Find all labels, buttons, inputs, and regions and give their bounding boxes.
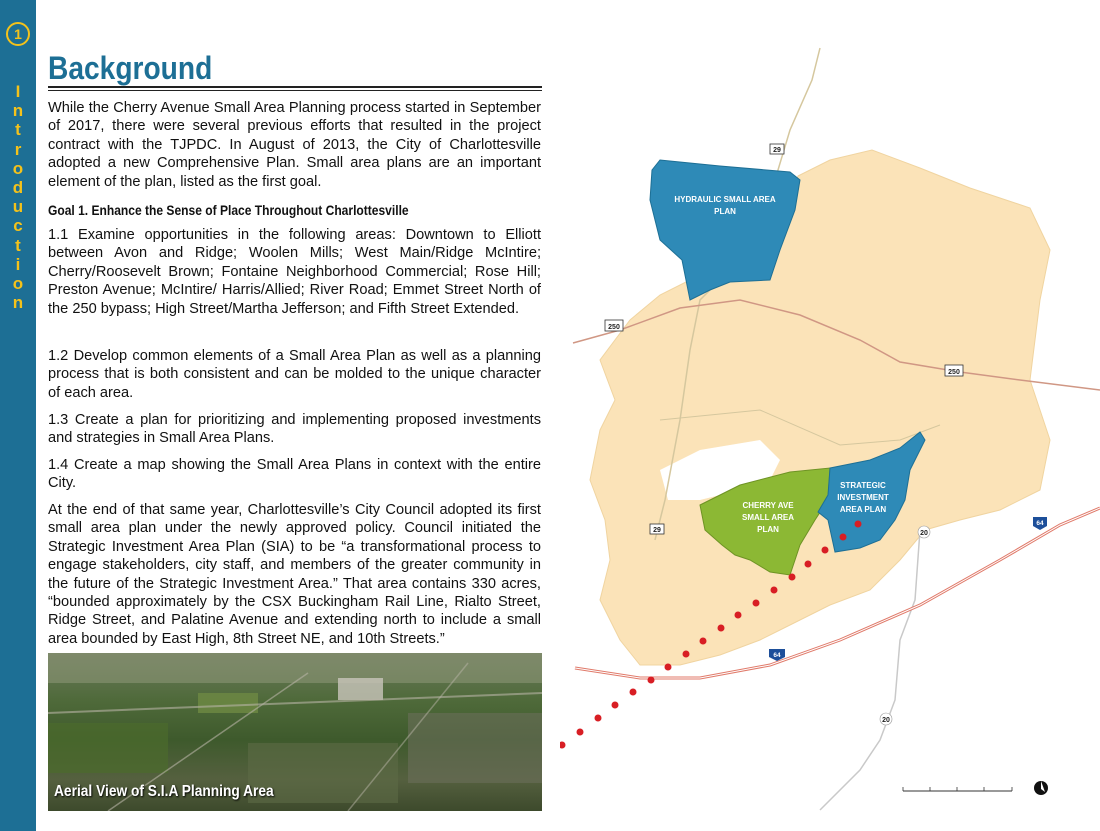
section-sidebar [0,0,36,831]
us-250-shield-left: 250 [608,324,620,331]
sidebar-letter: u [12,197,24,217]
goal-heading: Goal 1. Enhance the Sense of Place Throughout Charlottesville [48,202,409,218]
intro-paragraph: While the Cherry Avenue Small Area Planning process started in September of 2017, there were several previous efforts that resulted in the project contract with the TJPDC. In August of 2013, the City of Charlottesville adopted a new Comprehensive Plan. Small area plans are an important element of the plan, listed as the first goal. [48,100,541,190]
aerial-photo [48,653,542,811]
page-title: Background [48,50,213,86]
scale-bar [903,787,1012,791]
hydraulic-label-line1: HYDRAULIC SMALL AREA [674,195,776,204]
strategic-label-line1: STRATEGIC [840,481,886,490]
cherry-label-line3: PLAN [757,525,779,534]
route-29-shield-top: 29 [773,147,781,154]
north-arrow-icon [1034,781,1048,795]
sidebar-letter: c [13,216,23,236]
sidebar-letter: n [12,101,24,121]
sidebar-letter: i [15,254,21,274]
sidebar-letter: o [12,274,24,294]
us-250-shield-right: 250 [948,369,960,376]
goal-item-1-3: 1.3 Create a plan for prioritizing and implementing proposed investments and strategies in Small Area Plans. [48,412,541,447]
sidebar-letter: n [12,293,24,313]
cherry-label-line2: SMALL AREA [742,513,794,522]
title-divider [48,86,542,88]
chapter-number-badge: 1 [6,22,30,46]
hydraulic-label-line2: PLAN [714,207,736,216]
route-29-shield-bottom: 29 [653,527,661,534]
cherry-label-line1: CHERRY AVE [742,501,794,510]
strategic-label-line3: AREA PLAN [839,505,887,514]
photo-caption: Aerial View of S.I.A Planning Area [54,783,274,800]
interstate-64-shield-right: 64 [1036,520,1044,527]
sidebar-letter: I [15,82,21,101]
title-divider-thin [48,90,542,91]
interstate-64-shield-bottom: 64 [773,652,781,659]
route-20-shield-top: 20 [920,530,928,537]
closing-paragraph: At the end of that same year, Charlottesville’s City Council adopted its first small area plan under the newly approved policy. Council initiated the Strategic Investment Area Plan (SIA) to be “a transformational process to engage stakeholders, city staff, and members of the greater community in the future of the Strategic Investment Area.” That area contains 330 acres, “bounded approximately by the CSX Buckingham Rail Line, Rialto Street, Ridge Street, and Palatine Avenue and extending north to include a small area bounded by East High, 8th Street NE, and 10th Streets.” [48,502,541,647]
small-area-plans-map [560,40,1100,831]
sidebar-letter: o [12,158,24,178]
goal-item-1-1: 1.1 Examine opportunities in the following areas: Downtown to Elliott between Avon and Ridge; Woolen Mills; West Main/Ridge McIntire; Cherry/Roosevelt Brown; Fontaine Neighborhood Commercial; Rose Hill; Preston Avenue; McIntire/ Harris/Allied; River Road; Emmet Street North of the 250 bypass; High Street/Martha Jefferson; and Fifth Street Extended. [48,227,541,317]
route-20-shield-bottom: 20 [882,717,890,724]
sidebar-letter: t [15,235,21,255]
strategic-label-line2: INVESTMENT [837,493,889,502]
goal-item-1-2: 1.2 Develop common elements of a Small Area Plan as well as a planning process that is both consistent and can be molded to the unique character of each area. [48,348,541,401]
sidebar-letter: d [12,178,24,198]
section-name-vertical [0,82,36,312]
goal-item-1-4: 1.4 Create a map showing the Small Area Plans in context with the entire City. [48,457,541,492]
sidebar-letter: r [14,139,22,159]
sidebar-letter: t [15,120,21,140]
